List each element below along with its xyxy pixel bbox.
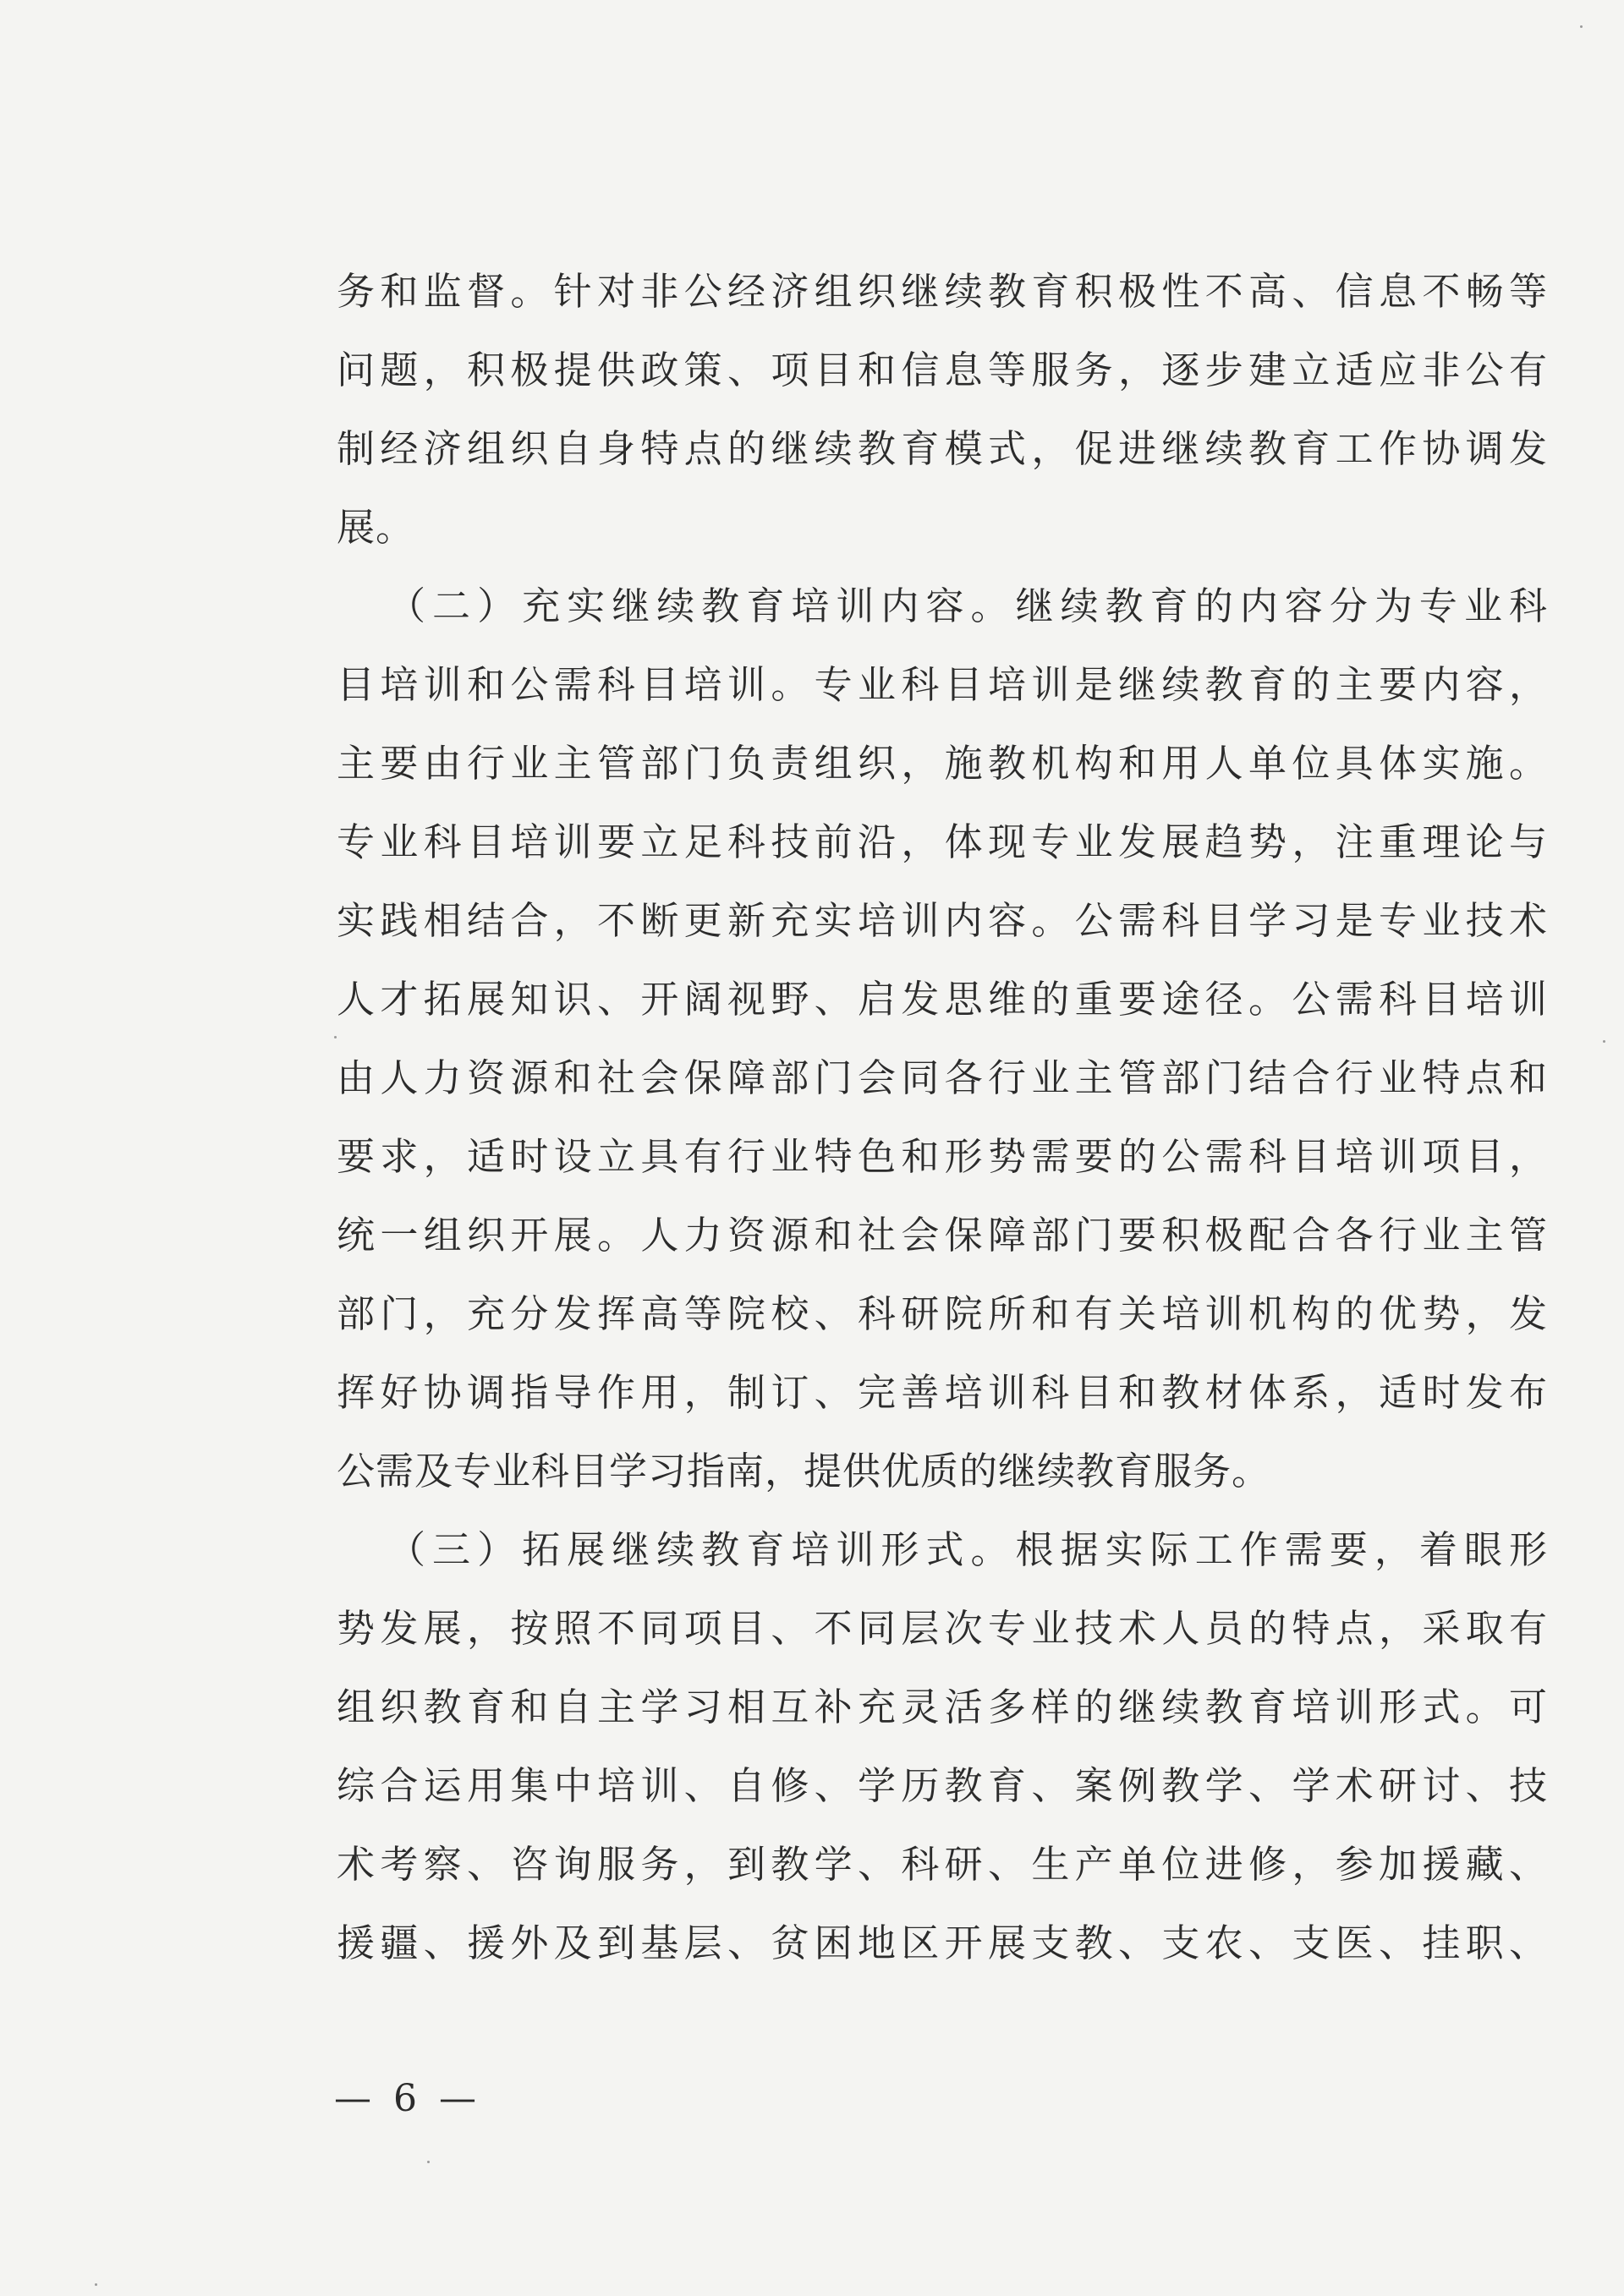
text-line: 务和监督。针对非公经济组织继续教育积极性不高、信息不畅等 [337, 269, 1548, 314]
text-line: 展。 [337, 505, 415, 550]
scan-speck [334, 1036, 337, 1038]
text-line: 挥好协调指导作用，制订、完善培训科目和教材体系，适时发布 [337, 1370, 1548, 1415]
scan-speck [1580, 25, 1583, 28]
page-number: — 6 — [334, 2077, 481, 2120]
text-line: （三）拓展继续教育培训形式。根据实际工作需要，着眼形 [387, 1527, 1548, 1572]
scan-speck [1603, 1040, 1605, 1043]
text-line: 实践相结合，不断更新充实培训内容。公需科目学习是专业技术 [337, 898, 1548, 943]
text-line: 势发展，按照不同项目、不同层次专业技术人员的特点，采取有 [337, 1606, 1548, 1651]
text-line: （二）充实继续教育培训内容。继续教育的内容分为专业科 [387, 584, 1548, 628]
text-line: 组织教育和自主学习相互补充灵活多样的继续教育培训形式。可 [337, 1685, 1548, 1729]
text-line: 由人力资源和社会保障部门会同各行业主管部门结合行业特点和 [337, 1055, 1548, 1100]
text-line: 人才拓展知识、开阔视野、启发思维的重要途径。公需科目培训 [337, 977, 1548, 1022]
text-line: 问题，积极提供政策、项目和信息等服务，逐步建立适应非公有 [337, 348, 1548, 392]
scan-speck [427, 2161, 430, 2163]
text-line: 公需及专业科目学习指南，提供优质的继续教育服务。 [337, 1449, 1271, 1493]
text-line: 综合运用集中培训、自修、学历教育、案例教学、学术研讨、技 [337, 1763, 1548, 1808]
body-text [337, 252, 1548, 1982]
text-line: 援疆、援外及到基层、贫困地区开展支教、支农、支医、挂职、 [337, 1921, 1548, 1965]
text-line: 制经济组织自身特点的继续教育模式，促进继续教育工作协调发 [337, 426, 1548, 471]
scan-speck [95, 2283, 97, 2286]
text-line: 要求，适时设立具有行业特色和形势需要的公需科目培训项目， [337, 1134, 1548, 1179]
text-line: 统一组织开展。人力资源和社会保障部门要积极配合各行业主管 [337, 1213, 1548, 1258]
text-line: 专业科目培训要立足科技前沿，体现专业发展趋势，注重理论与 [337, 819, 1548, 864]
text-line: 部门，充分发挥高等院校、科研院所和有关培训机构的优势，发 [337, 1291, 1548, 1336]
text-line: 术考察、咨询服务，到教学、科研、生产单位进修，参加援藏、 [337, 1842, 1548, 1887]
text-line: 主要由行业主管部门负责组织，施教机构和用人单位具体实施。 [337, 741, 1548, 786]
text-line: 目培训和公需科目培训。专业科目培训是继续教育的主要内容， [337, 662, 1548, 707]
